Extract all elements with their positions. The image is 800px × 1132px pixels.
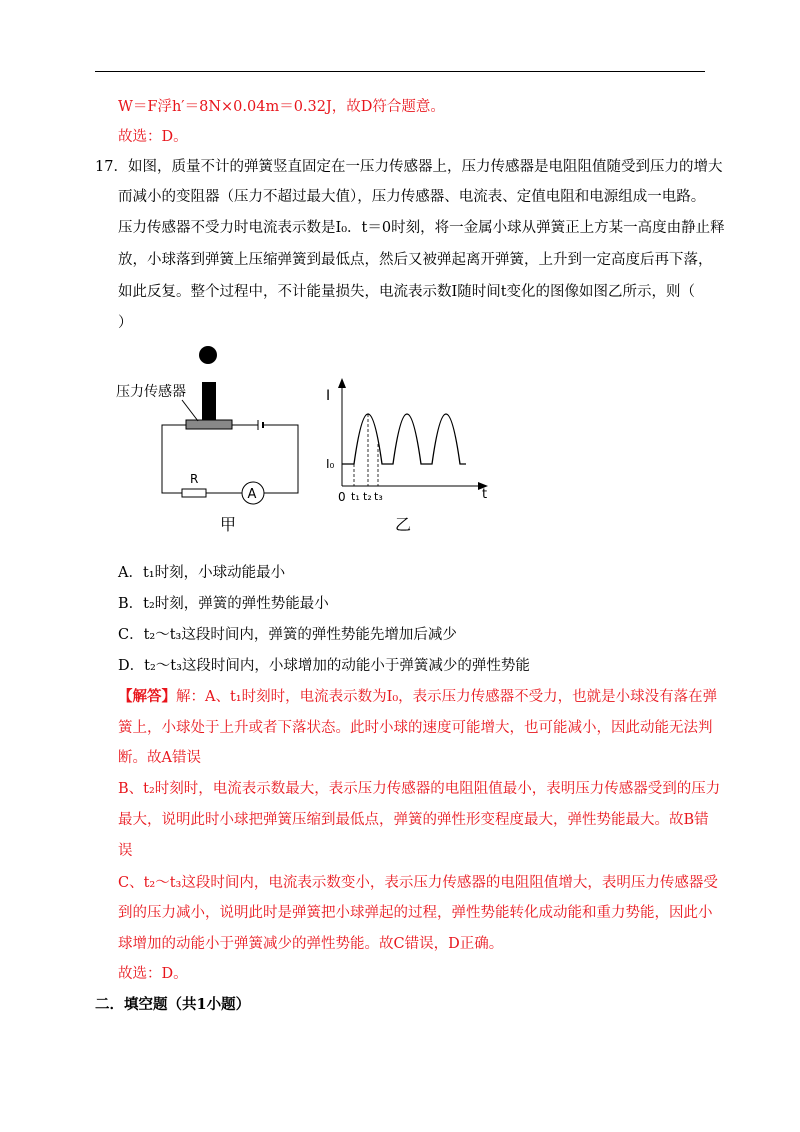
ammeter-label: A <box>247 487 257 502</box>
question-line-1 <box>95 157 722 177</box>
i0-label: I₀ <box>326 457 335 471</box>
y-axis-arrow <box>338 378 346 388</box>
question-line-3: 压力传感器不受力时电流表示数是I₀．t＝0时刻，将一金属小球从弹簧正上方某一高度由静止释 <box>118 220 725 236</box>
origin-label: 0 <box>338 490 346 504</box>
solution-line-7: C、t₂～t₃这段时间内，电流表示数变小，表示压力传感器的电阻阻值增大，表明压力传感器受 <box>118 875 718 891</box>
wire-left <box>162 425 186 493</box>
y-axis-label: I <box>326 388 331 404</box>
solution-line-1 <box>118 687 717 707</box>
option-a: A．t₁时刻，小球动能最小 <box>118 565 286 581</box>
option-d: D．t₂～t₃这段时间内，小球增加的动能小于弹簧减少的弹性势能 <box>118 658 530 674</box>
solution-text-1: 解：A、t₁时刻时，电流表示数为I₀，表示压力传感器不受力，也就是小球没有落在弹 <box>176 689 718 705</box>
t3-label: t₃ <box>374 490 383 503</box>
resistor <box>182 489 206 497</box>
question-number: 17． <box>95 159 128 175</box>
resistor-label: R <box>190 472 199 486</box>
option-c: C．t₂～t₃这段时间内，弹簧的弹性势能先增加后减少 <box>118 627 457 643</box>
solution-answer: 故选：D。 <box>118 966 188 982</box>
circuit-diagram <box>116 346 298 534</box>
solution-line-4: B、t₂时刻时，电流表示数最大，表示压力传感器的电阻阻值最小，表明压力传感器受到的压力 <box>118 781 721 797</box>
solution-line-6: 误 <box>118 843 133 859</box>
spring-block <box>202 382 216 420</box>
question-line-6: ） <box>118 315 133 331</box>
solution-line-3: 断。故A错误 <box>118 750 201 766</box>
header-rule <box>95 71 705 72</box>
wire-right <box>263 425 298 493</box>
question-text-1: 如图，质量不计的弹簧竖直固定在一压力传感器上，压力传感器是电阻阻值随受到压力的增大 <box>127 159 723 175</box>
question-line-2: 而减小的变阻器（压力不超过最大值），压力传感器、电流表、定值电阻和电源组成一电路。 <box>118 189 706 205</box>
solution-line-2: 簧上，小球处于上升或者下落状态。此时小球的速度可能增大，也可能减小，因此动能无法判 <box>118 720 713 736</box>
t2-label: t₂ <box>363 490 372 503</box>
prev-formula: W＝F浮h′＝8N×0.04m＝0.32J，故D符合题意。 <box>118 99 445 115</box>
question-figure <box>110 338 510 538</box>
graph-caption: 乙 <box>395 515 412 534</box>
current-curve <box>342 414 466 464</box>
question-line-5: 如此反复。整个过程中，不计能量损失，电流表示数I随时间t变化的图像如图乙所示，则（ <box>118 284 696 300</box>
x-axis-label: t <box>482 487 488 502</box>
solution-tag: 【解答】 <box>118 688 176 705</box>
question-line-4: 放，小球落到弹簧上压缩弹簧到最低点，然后又被弹起离开弹簧，上升到一定高度后再下落， <box>118 252 713 268</box>
sensor-label: 压力传感器 <box>116 384 186 400</box>
pressure-sensor <box>186 420 232 429</box>
circuit-caption: 甲 <box>220 515 237 534</box>
current-time-graph <box>326 378 488 534</box>
solution-line-9: 球增加的动能小于弹簧减少的弹性势能。故C错误，D正确。 <box>118 936 504 952</box>
solution-line-5: 最大，说明此时小球把弹簧压缩到最低点，弹簧的弹性形变程度最大，弹性势能最大。故B错 <box>118 812 709 828</box>
section-heading: 二．填空题（共1小题） <box>95 996 251 1013</box>
prev-answer: 故选：D。 <box>118 129 188 145</box>
t1-label: t₁ <box>351 490 360 503</box>
option-b: B．t₂时刻，弹簧的弹性势能最小 <box>118 596 329 612</box>
metal-ball <box>199 346 217 364</box>
solution-line-8: 到的压力减小，说明此时是弹簧把小球弹起的过程，弹性势能转化成动能和重力势能，因此小 <box>118 905 713 921</box>
sensor-pointer <box>182 400 198 421</box>
